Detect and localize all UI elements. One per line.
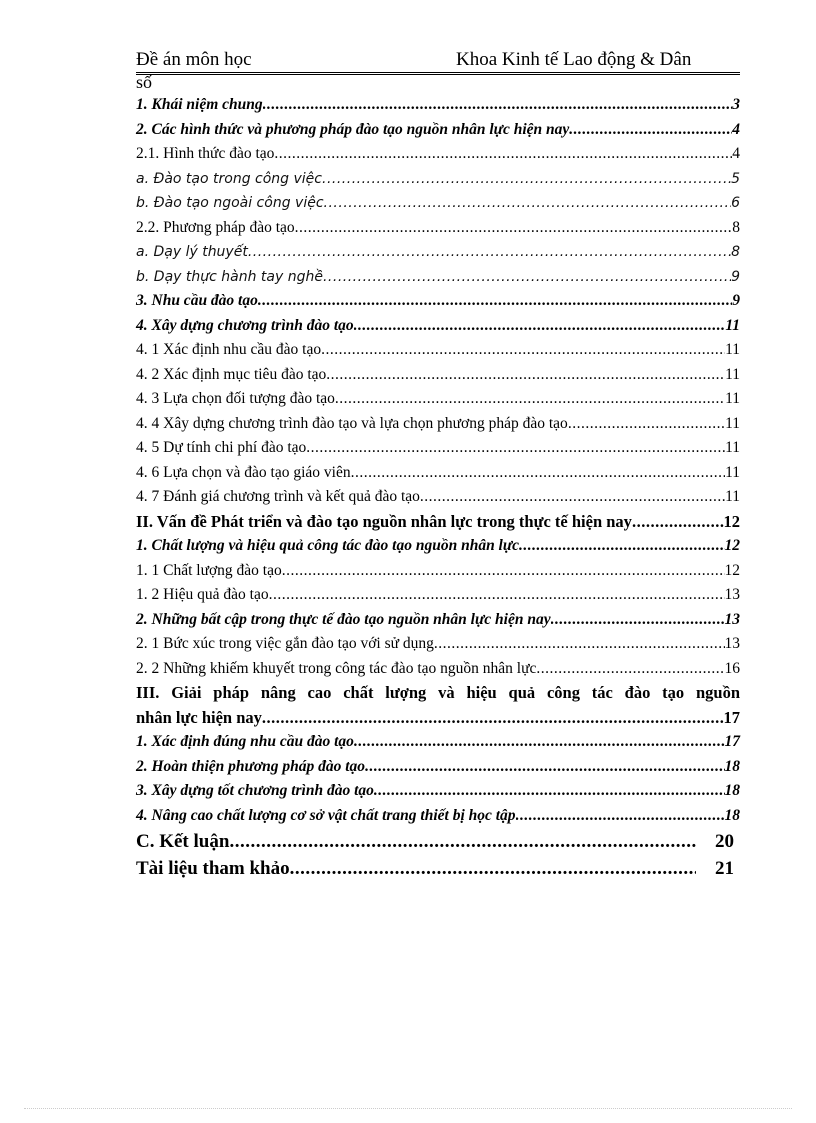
toc-entry-page: 4 — [732, 145, 740, 162]
toc-entry — [136, 510, 740, 535]
toc-entry — [136, 412, 740, 437]
toc-entry-title: 3. Nhu cầu đào tạo — [136, 292, 258, 309]
toc-entry-title: 1. 1 Chất lượng đào tạo — [136, 561, 282, 579]
toc-entry-title: 1. Chất lượng và hiệu quả công tác đào tạo nguồn nhân lực — [136, 537, 520, 554]
toc-leader-dots — [229, 828, 696, 855]
toc-leader-dots — [568, 412, 725, 437]
toc-entry — [136, 191, 740, 216]
toc-entry-page: 9 — [732, 292, 740, 309]
table-of-contents-part-2 — [136, 730, 740, 828]
toc-entry — [136, 363, 740, 388]
toc-entry-page: 13 — [724, 586, 740, 603]
toc-leader-dots — [290, 855, 696, 882]
toc-entry-title: 4. 7 Đánh giá chương trình và kết quả đào tạo — [136, 488, 420, 505]
header-course-title: Đề án môn học — [136, 49, 252, 70]
toc-leader-dots — [322, 167, 731, 192]
toc-leader-dots — [263, 93, 733, 118]
toc-entry-page: 11 — [725, 414, 740, 432]
toc-entry — [136, 657, 740, 682]
toc-entry — [136, 289, 740, 314]
toc-entry-title: 2. Hoàn thiện phương pháp đào tạo — [136, 757, 366, 775]
toc-entry — [136, 755, 740, 780]
toc-entry-page: 5 — [731, 170, 740, 187]
toc-entry-page: 11 — [725, 341, 740, 358]
toc-entry — [136, 118, 740, 143]
toc-entry — [136, 265, 740, 290]
toc-entry-title: 2.1. Hình thức đào tạo — [136, 145, 275, 162]
toc-entry-title-line2: nhân lực hiện nay — [136, 707, 262, 727]
toc-entry-title: C. Kết luận — [136, 831, 230, 852]
toc-leader-dots — [274, 142, 732, 167]
toc-entry — [136, 559, 740, 584]
toc-entry-title: a. Dạy lý thuyết — [136, 244, 248, 260]
table-of-contents — [136, 93, 740, 681]
toc-leader-dots — [248, 240, 731, 265]
toc-entry-page: 11 — [725, 316, 740, 334]
toc-entry-title: 4. 5 Dự tính chi phí đào tạo — [136, 439, 307, 456]
toc-entry-page: 3 — [732, 96, 740, 113]
toc-entry-title: Tài liệu tham khảo — [136, 858, 290, 879]
toc-leader-dots — [354, 730, 725, 755]
toc-entry-title: b. Dạy thực hành tay nghề — [136, 268, 323, 285]
toc-entry-title: 4. Xây dựng chương trình đào tạo — [136, 316, 354, 334]
toc-entry — [136, 534, 740, 559]
toc-leader-dots — [354, 314, 726, 339]
toc-entry-page: 18 — [724, 757, 740, 775]
toc-leader-dots — [324, 191, 732, 216]
toc-entry-page: 11 — [725, 390, 740, 407]
toc-entry-page: 20 — [715, 831, 734, 852]
toc-entry — [136, 167, 740, 192]
toc-entry-page: 16 — [724, 659, 740, 677]
toc-entry-title: 2. 2 Những khiếm khuyết trong công tác đào tạo nguồn nhân lực — [136, 659, 537, 677]
toc-entry-title: 4. 4 Xây dựng chương trình đào tạo và lựa chọn phương pháp đào tạo — [136, 414, 568, 432]
toc-leader-dots — [420, 485, 725, 510]
toc-entry-title: 4. 1 Xác định nhu cầu đào tạo — [136, 341, 322, 358]
toc-entry-page: 8 — [731, 244, 740, 260]
toc-entry — [136, 804, 740, 829]
toc-entry — [136, 485, 740, 510]
toc-entry-title: 4. 2 Xác định mục tiêu đào tạo — [136, 365, 327, 383]
toc-entry-page: 12 — [723, 511, 740, 531]
toc-entry-section-3 — [136, 681, 740, 730]
toc-entry-page: 18 — [724, 806, 740, 824]
toc-leader-dots — [351, 461, 725, 486]
toc-entry-page: 12 — [724, 561, 740, 579]
closing-entries — [136, 828, 740, 882]
toc-entry — [136, 461, 740, 486]
toc-entry — [136, 855, 734, 882]
toc-leader-dots — [258, 289, 732, 314]
toc-entry — [136, 387, 740, 412]
toc-leader-dots — [295, 216, 733, 241]
header-continuation: số — [136, 72, 153, 92]
toc-entry-page: 8 — [732, 218, 740, 236]
toc-entry-title: 2. Các hình thức và phương pháp đào tạo nguồn nhân lực hiện nay — [136, 120, 570, 138]
toc-entry-title: 1. Xác định đúng nhu cầu đào tạo — [136, 733, 354, 750]
page-header — [136, 46, 740, 75]
toc-entry — [136, 608, 740, 633]
toc-entry — [136, 216, 740, 241]
toc-entry — [136, 583, 740, 608]
toc-entry-title: 3. Xây dựng tốt chương trình đào tạo — [136, 782, 374, 799]
toc-entry-page: 11 — [725, 439, 740, 456]
toc-entry-title: a. Đào tạo trong công việc — [136, 170, 322, 187]
toc-entry-page: 11 — [725, 488, 740, 505]
toc-leader-dots — [536, 657, 724, 682]
document-page — [136, 46, 740, 882]
toc-entry — [136, 93, 740, 118]
toc-leader-dots — [551, 608, 725, 633]
toc-entry-page: 9 — [731, 268, 740, 285]
header-faculty: Khoa Kinh tế Lao động & Dân — [456, 49, 692, 70]
toc-entry — [136, 779, 740, 804]
toc-entry — [136, 632, 740, 657]
toc-leader-dots — [365, 755, 724, 780]
toc-entry-title: 4. Nâng cao chất lượng cơ sở vật chất trang thiết bị học tập — [136, 806, 516, 824]
toc-entry-page: 18 — [724, 782, 740, 799]
toc-entry-title: 4. 6 Lựa chọn và đào tạo giáo viên — [136, 463, 351, 481]
toc-leader-dots — [321, 338, 725, 363]
toc-entry-page: 17 — [724, 733, 740, 750]
toc-entry — [136, 730, 740, 755]
toc-leader-dots — [632, 510, 724, 535]
toc-leader-dots — [262, 706, 724, 731]
toc-leader-dots — [323, 265, 731, 290]
toc-entry-page: 11 — [725, 463, 740, 481]
toc-leader-dots — [434, 632, 725, 657]
toc-entry-page: 13 — [724, 635, 740, 652]
toc-entry — [136, 314, 740, 339]
toc-entry — [136, 828, 734, 855]
toc-entry-page: 21 — [715, 858, 734, 879]
toc-leader-dots — [326, 363, 725, 388]
toc-leader-dots — [374, 779, 725, 804]
toc-leader-dots — [269, 583, 725, 608]
toc-leader-dots — [335, 387, 725, 412]
toc-entry-title: b. Đào tạo ngoài công việc — [136, 195, 324, 211]
toc-entry-title: 2. 1 Bức xúc trong việc gắn đào tạo với sử dụng — [136, 635, 434, 652]
toc-entry — [136, 436, 740, 461]
toc-entry — [136, 142, 740, 167]
toc-entry-title-line1: III. Giải pháp nâng cao chất lượng và hiệu quả công tác đào tạo nguồn — [136, 683, 740, 702]
toc-entry-title: 4. 3 Lựa chọn đối tượng đào tạo — [136, 390, 335, 407]
toc-leader-dots — [516, 804, 725, 829]
toc-entry-page: 11 — [725, 365, 740, 383]
toc-entry-page: 6 — [731, 195, 740, 211]
page-bottom-rule — [24, 1108, 792, 1109]
toc-entry-title: 2.2. Phương pháp đào tạo — [136, 218, 295, 236]
toc-entry — [136, 338, 740, 363]
toc-entry-title: II. Vấn đề Phát triển và đào tạo nguồn nhân lực trong thực tế hiện nay — [136, 511, 632, 531]
toc-entry-page: 4 — [732, 120, 740, 138]
toc-leader-dots — [306, 436, 725, 461]
toc-entry-page: 13 — [724, 610, 740, 628]
toc-leader-dots — [519, 534, 724, 559]
toc-entry-page: 17 — [723, 707, 740, 727]
toc-entry — [136, 240, 740, 265]
toc-entry-title: 1. 2 Hiệu quả đào tạo — [136, 586, 269, 603]
toc-entry-title: 2. Những bất cập trong thực tế đào tạo nguồn nhân lực hiện nay — [136, 610, 551, 628]
toc-entry-title: 1. Khái niệm chung — [136, 96, 263, 113]
toc-leader-dots — [569, 118, 732, 143]
toc-leader-dots — [282, 559, 725, 584]
toc-entry-page: 12 — [724, 537, 740, 554]
